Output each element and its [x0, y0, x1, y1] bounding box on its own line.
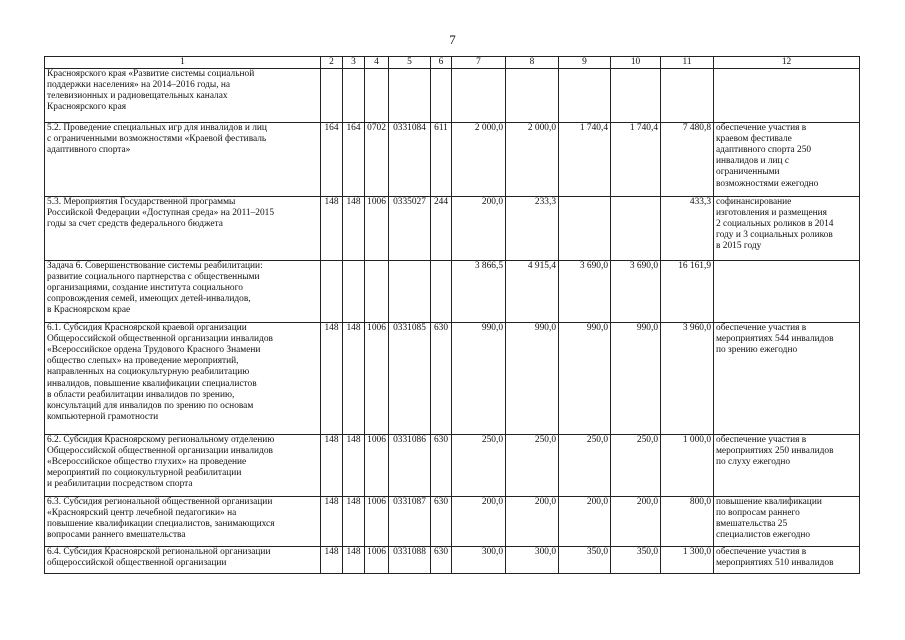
admin-code: 148 — [321, 323, 343, 435]
target-article-code — [389, 69, 431, 123]
column-header: 1 — [45, 57, 321, 69]
expected-result: обеспечение участия в мероприятиях 544 инвалидов по зрению ежегодно — [714, 323, 860, 435]
amount-cell: 250,0 — [559, 435, 611, 497]
amount-cell: 3 690,0 — [611, 261, 661, 323]
amount-cell: 1 740,4 — [559, 123, 611, 197]
amount-cell — [452, 69, 506, 123]
section-code: 1006 — [365, 497, 389, 547]
measure-name: 5.3. Мероприятия Государственной программы Российской Федерации «Доступная среда» на 2011–2015 годы за счет средств федерального бюджета — [45, 197, 321, 261]
grbs-code: 148 — [343, 323, 365, 435]
expense-type-code — [431, 69, 452, 123]
amount-cell — [506, 69, 559, 123]
amount-cell: 250,0 — [506, 435, 559, 497]
expense-type-code: 630 — [431, 435, 452, 497]
grbs-code: 164 — [343, 123, 365, 197]
section-code: 1006 — [365, 435, 389, 497]
amount-cell: 990,0 — [611, 323, 661, 435]
table-row — [45, 435, 860, 497]
column-header: 12 — [714, 57, 860, 69]
expected-result — [714, 261, 860, 323]
amount-cell — [559, 197, 611, 261]
admin-code — [321, 261, 343, 323]
measure-name: 5.2. Проведение специальных игр для инвалидов и лиц с ограниченными возможностями «Краевой фестиваль адаптивного спорта» — [45, 123, 321, 197]
amount-cell: 990,0 — [506, 323, 559, 435]
task-title: Задача 6. Совершенствование системы реабилитации: развитие социального партнерства с общественными организациями, создание института социального сопровождения семей, имеющих детей-инвалидов, в Красноярском крае — [45, 261, 321, 323]
column-header: 7 — [452, 57, 506, 69]
admin-code — [321, 69, 343, 123]
total-cell: 7 480,8 — [661, 123, 714, 197]
column-header: 10 — [611, 57, 661, 69]
admin-code: 148 — [321, 547, 343, 574]
total-cell: 1 300,0 — [661, 547, 714, 574]
amount-cell — [611, 69, 661, 123]
expense-type-code: 630 — [431, 547, 452, 574]
measure-name: Красноярского края «Развитие системы социальной поддержки населения» на 2014–2016 годы, на телевизионных и радиовещательных каналах Красноярского края — [45, 69, 321, 123]
amount-cell — [559, 69, 611, 123]
amount-cell: 200,0 — [506, 497, 559, 547]
admin-code: 148 — [321, 497, 343, 547]
amount-cell: 250,0 — [611, 435, 661, 497]
table-row — [45, 497, 860, 547]
amount-cell: 350,0 — [611, 547, 661, 574]
admin-code: 148 — [321, 435, 343, 497]
total-cell: 1 000,0 — [661, 435, 714, 497]
grbs-code: 148 — [343, 197, 365, 261]
amount-cell: 350,0 — [559, 547, 611, 574]
target-article-code — [389, 261, 431, 323]
target-article-code: 0331088 — [389, 547, 431, 574]
amount-cell: 200,0 — [452, 197, 506, 261]
table-row — [45, 123, 860, 197]
amount-cell: 1 740,4 — [611, 123, 661, 197]
grbs-code: 148 — [343, 435, 365, 497]
expected-result: обеспечение участия в мероприятиях 510 инвалидов — [714, 547, 860, 574]
section-code: 1006 — [365, 547, 389, 574]
column-header: 5 — [389, 57, 431, 69]
total-cell: 16 161,9 — [661, 261, 714, 323]
total-cell: 800,0 — [661, 497, 714, 547]
task-row — [45, 261, 860, 323]
amount-cell: 200,0 — [611, 497, 661, 547]
amount-cell: 250,0 — [452, 435, 506, 497]
total-cell: 3 960,0 — [661, 323, 714, 435]
page-number: 7 — [449, 32, 456, 47]
expense-type-code — [431, 261, 452, 323]
expense-type-code: 630 — [431, 323, 452, 435]
amount-cell: 300,0 — [506, 547, 559, 574]
amount-cell: 233,3 — [506, 197, 559, 261]
column-header: 2 — [321, 57, 343, 69]
column-header: 9 — [559, 57, 611, 69]
column-header: 6 — [431, 57, 452, 69]
target-article-code: 0331084 — [389, 123, 431, 197]
column-number-row — [45, 57, 860, 69]
grbs-code — [343, 261, 365, 323]
column-header: 4 — [365, 57, 389, 69]
measure-name: 6.1. Субсидия Красноярской краевой организации Общероссийской общественной организации инвалидов «Всероссийское ордена Трудового Красного Знамени общество слепых» на проведение мероприятий, направленных на социокультурную реабилитацию инвалидов, повышение квалификации специалистов в области реабилитации инвалидов по зрению, консультаций для инвалидов по зрению по основам компьютерной грамотности — [45, 323, 321, 435]
admin-code: 148 — [321, 197, 343, 261]
amount-cell: 300,0 — [452, 547, 506, 574]
grbs-code: 148 — [343, 547, 365, 574]
table-row — [45, 323, 860, 435]
amount-cell — [611, 197, 661, 261]
admin-code: 164 — [321, 123, 343, 197]
amount-cell: 2 000,0 — [452, 123, 506, 197]
expense-type-code: 244 — [431, 197, 452, 261]
section-code: 1006 — [365, 197, 389, 261]
total-cell: 433,3 — [661, 197, 714, 261]
expected-result: обеспечение участия в мероприятиях 250 инвалидов по слуху ежегодно — [714, 435, 860, 497]
section-code: 0702 — [365, 123, 389, 197]
expense-type-code: 611 — [431, 123, 452, 197]
amount-cell: 200,0 — [452, 497, 506, 547]
measure-name: 6.4. Субсидия Красноярской региональной организации общероссийской общественной организации — [45, 547, 321, 574]
amount-cell: 4 915,4 — [506, 261, 559, 323]
amount-cell: 200,0 — [559, 497, 611, 547]
total-cell — [661, 69, 714, 123]
section-code — [365, 261, 389, 323]
expected-result: софинансирование изготовления и размещения 2 социальных роликов в 2014 году и 3 социальных роликов в 2015 году — [714, 197, 860, 261]
amount-cell: 990,0 — [452, 323, 506, 435]
section-code: 1006 — [365, 323, 389, 435]
target-article-code: 0335027 — [389, 197, 431, 261]
measure-name: 6.3. Субсидия региональной общественной организации «Красноярский центр лечебной педагогики» на повышение квалификации специалистов, занимающихся вопросами раннего вмешательства — [45, 497, 321, 547]
target-article-code: 0331086 — [389, 435, 431, 497]
grbs-code — [343, 69, 365, 123]
target-article-code: 0331085 — [389, 323, 431, 435]
column-header: 8 — [506, 57, 559, 69]
target-article-code: 0331087 — [389, 497, 431, 547]
expected-result: повышение квалификации по вопросам раннего вмешательства 25 специалистов ежегодно — [714, 497, 860, 547]
expected-result — [714, 69, 860, 123]
expected-result: обеспечение участия в краевом фестивале адаптивного спорта 250 инвалидов и лиц с ограниченными возможностями ежегодно — [714, 123, 860, 197]
grbs-code: 148 — [343, 497, 365, 547]
amount-cell: 3 866,5 — [452, 261, 506, 323]
expense-type-code: 630 — [431, 497, 452, 547]
measure-name: 6.2. Субсидия Красноярскому региональному отделению Общероссийской общественной организации инвалидов «Всероссийское общество глухих» на проведение мероприятий по социокультурной реабилитации и реабилитации посредством спорта — [45, 435, 321, 497]
budget-table — [44, 56, 860, 574]
amount-cell: 990,0 — [559, 323, 611, 435]
amount-cell: 2 000,0 — [506, 123, 559, 197]
section-code — [365, 69, 389, 123]
table-row — [45, 69, 860, 123]
column-header: 3 — [343, 57, 365, 69]
table-row — [45, 547, 860, 574]
amount-cell: 3 690,0 — [559, 261, 611, 323]
column-header: 11 — [661, 57, 714, 69]
table-row — [45, 197, 860, 261]
